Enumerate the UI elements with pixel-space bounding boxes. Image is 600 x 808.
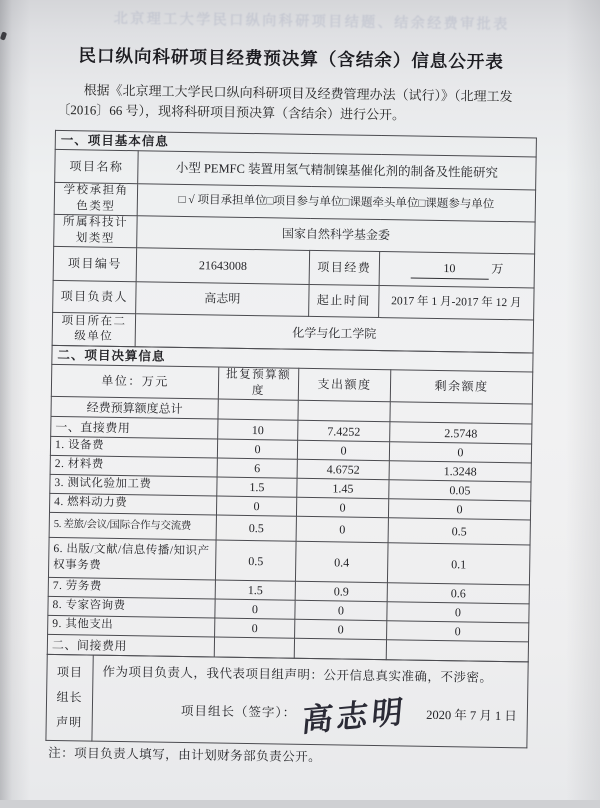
plan-type-value: 国家自然科学基金委: [137, 216, 535, 254]
expense-budget: 1.5: [215, 580, 295, 600]
footnote: 注：项目负责人填写，由计划财务部负责公开。: [48, 745, 322, 765]
expense-label: 1. 设备费: [50, 436, 217, 458]
indirect-spent: [294, 638, 386, 659]
expense-label: 8. 专家咨询费: [48, 596, 215, 618]
expense-remain: 1.3248: [389, 461, 531, 482]
page-title: 民口纵向科研项目经费预决算（含结余）信息公开表: [78, 45, 505, 72]
section2-header: 二、项目决算信息: [52, 345, 533, 372]
expense-budget: 0: [217, 439, 297, 459]
expense-spent: 0.9: [295, 581, 387, 601]
role-type-label: 学校承担角色类型: [54, 182, 137, 215]
secondary-unit-label: 项目所在二级单位: [52, 312, 136, 346]
expense-spent: 0: [296, 516, 388, 542]
project-leader-label: 项目负责人: [53, 280, 136, 313]
intro-paragraph: 根据《北京理工大学民口纵向科研项目及经费管理办法（试行）》（北理工发 〔2016〕66 号），现将科研项目预决算（含结余）进行公开。: [57, 82, 513, 123]
expense-remain: 0.5: [388, 518, 530, 545]
declaration-table: [45, 654, 528, 749]
declaration-cell: [92, 655, 528, 748]
col-header-unit: 单位：万元: [51, 364, 218, 399]
expense-remain: 0.1: [387, 543, 530, 585]
project-name-value: 小型 PEMFC 装置用氢气精制镍基催化剂的制备及性能研究: [138, 151, 536, 190]
expense-remain: 2.5748: [390, 422, 532, 444]
indirect-label: 二、间接费用: [47, 634, 214, 657]
expense-label: 一、直接费用: [51, 416, 218, 439]
signature-date: 2020 年 7 月 1 日: [426, 707, 517, 723]
expense-label: 6. 出版/文献/信息传播/知识产权事务费: [48, 537, 216, 580]
project-number-label: 项目编号: [53, 246, 137, 281]
expense-label: 5. 差旅/会议/国际合作与交流费: [49, 512, 216, 540]
expense-label: 3. 测试化验加工费: [50, 474, 217, 496]
expense-budget: 6: [217, 458, 297, 478]
expense-spent: 0: [297, 440, 389, 460]
expense-spent: 7.4252: [298, 420, 390, 441]
project-budget-value: [379, 252, 535, 288]
project-name-label: 项目名称: [55, 149, 139, 183]
total-budget: [218, 399, 298, 420]
expense-budget: 0.5: [216, 515, 296, 541]
expense-spent: 0: [295, 600, 387, 620]
expense-budget: 10: [218, 419, 298, 440]
section1-header: 一、项目基本信息: [55, 130, 536, 157]
expense-remain: 0.05: [389, 480, 531, 501]
col-header-remain: 剩余额度: [390, 370, 533, 404]
expense-label: 9. 其他支出: [48, 615, 215, 637]
expense-label: 7. 劳务费: [48, 577, 215, 599]
duration-label: 起止时间: [309, 284, 379, 317]
expense-remain: 0: [388, 499, 530, 520]
col-header-budget: 批复预算额度: [218, 367, 298, 400]
bleed-through-text: 北京理工大学民口纵向科研项目结题、结余经费审批表: [113, 11, 510, 34]
budget-unit: 万: [491, 262, 504, 277]
expense-spent: 0.4: [295, 541, 388, 582]
declaration-statement: 作为项目负责人，我代表项目组声明：公开信息真实准确，不涉密。: [102, 664, 493, 685]
project-leader-value: 高志明: [136, 282, 309, 317]
expense-spent: 1.45: [297, 478, 389, 498]
expense-budget: 0: [216, 496, 296, 516]
expense-spent: 4.6752: [297, 459, 389, 479]
signature-line: [92, 684, 527, 743]
settlement-table: [47, 345, 534, 663]
expense-remain: 0: [387, 621, 529, 642]
form-tables: [45, 130, 536, 749]
expense-spent: 0: [296, 497, 388, 517]
expense-budget: 1.5: [217, 477, 297, 497]
expense-budget: 0: [215, 618, 295, 638]
col-header-spent: 支出额度: [298, 368, 390, 401]
expense-remain: 0.6: [387, 583, 529, 604]
expense-label: 2. 材料费: [50, 455, 217, 477]
project-number-value: 21643008: [136, 248, 310, 285]
declaration-label: 项目 组长 声明: [46, 654, 93, 741]
indirect-budget: [214, 637, 294, 658]
expense-remain: 0: [387, 602, 529, 623]
budget-amount: 10: [410, 260, 488, 279]
basic-info-table: [52, 130, 537, 354]
expense-spent: 0: [295, 619, 387, 639]
secondary-unit-value: 化学与化工学院: [135, 314, 533, 353]
sign-label: 项目组长（签字）：: [180, 703, 297, 720]
expense-remain: 0: [389, 442, 531, 463]
expense-budget: 0: [215, 599, 295, 619]
role-type-checkboxes: □ √ 项目承担单位□项目参与单位□课题牵头单位□课题参与单位: [137, 184, 535, 222]
duration-value: 2017 年 1 月-2017 年 12 月: [379, 286, 534, 320]
total-spent: [298, 400, 390, 421]
total-label: 经费预算额度总计: [51, 396, 218, 419]
expense-budget: 0.5: [215, 540, 296, 581]
project-budget-label: 项目经费: [309, 250, 380, 285]
leader-signature-handwriting: 高志明: [300, 693, 409, 739]
expense-label: 4. 燃料动力费: [49, 493, 216, 515]
total-remain: [390, 402, 532, 424]
plan-type-label: 所属科技计划类型: [54, 214, 137, 247]
